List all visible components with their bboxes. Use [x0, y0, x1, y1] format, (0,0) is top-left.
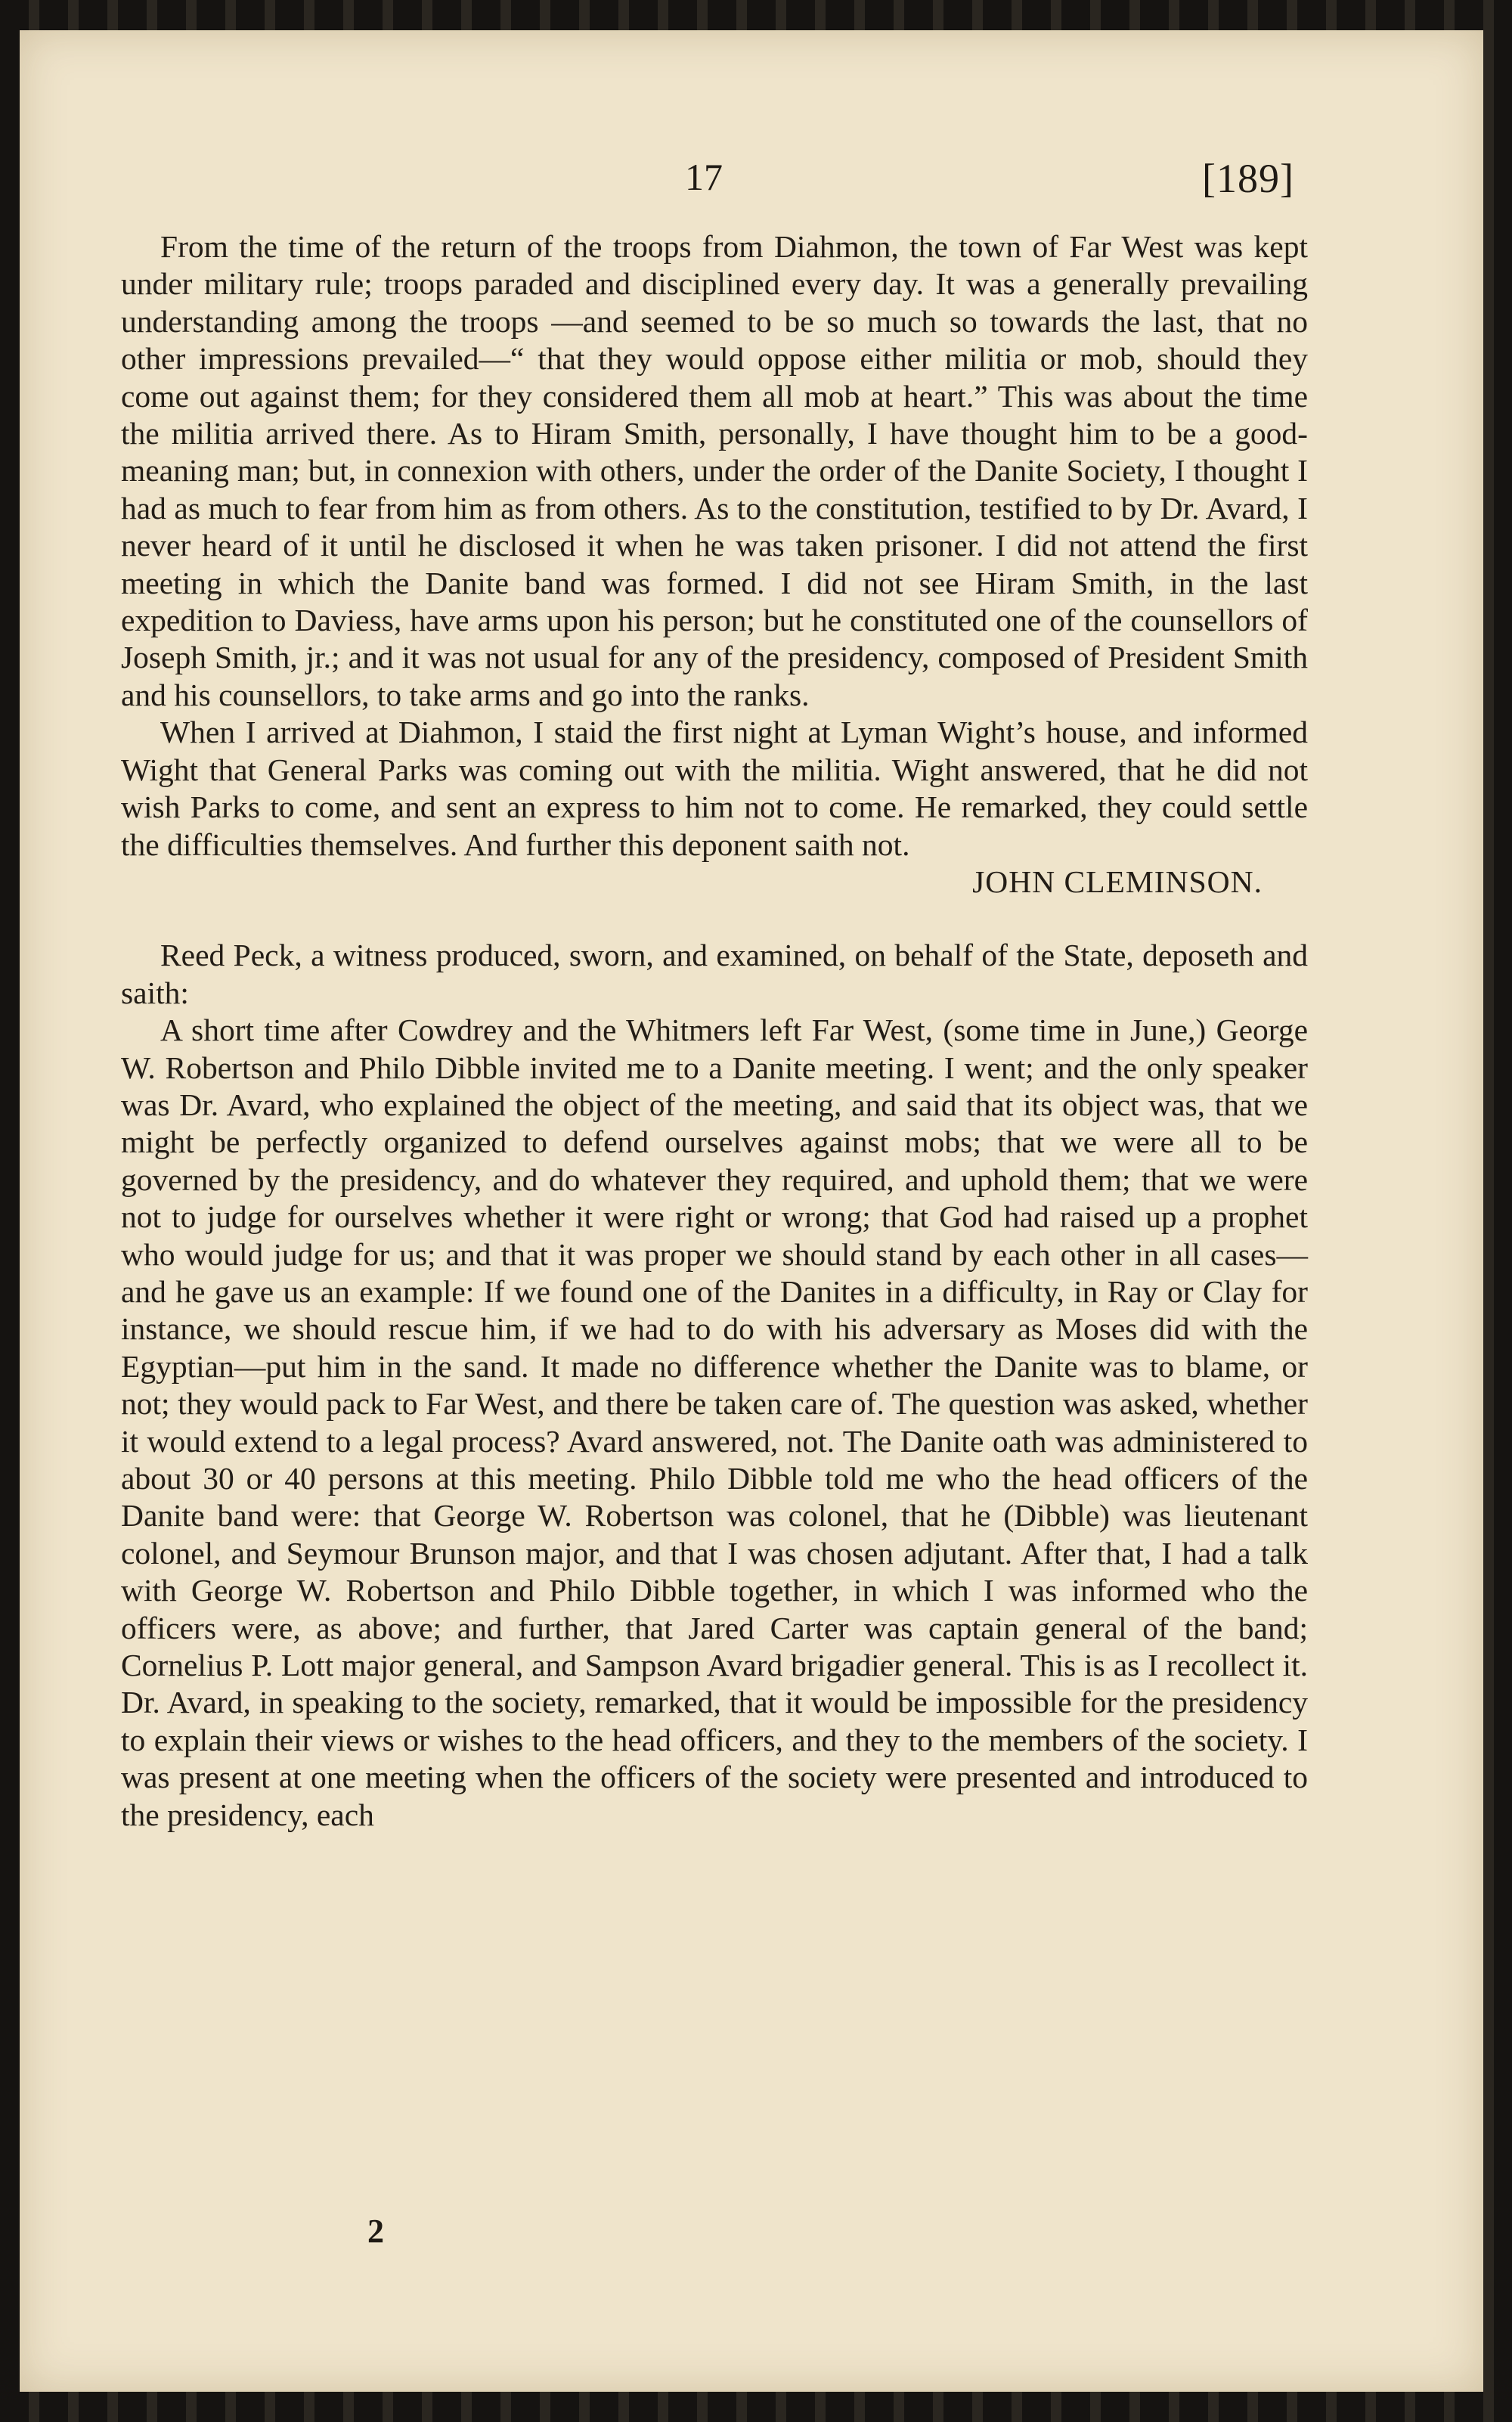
paragraph-1: From the time of the return of the troops from Diahmon, the town of Far West was kept under military rule; troops paraded and disciplined every day. It was a generally prevailing understanding among the troops —and seemed to be so much so towards the last, that no other impressions prevailed—“ that they would oppose either militia or mob, should they come out against them; for they considered them all mob at heart.” This was about the time the militia arrived there. As to Hiram Smith, personally, I have thought him to be a good-meaning man; but, in connexion with others, under the order of the Danite Society, I thought I had as much to fear from him as from others. As to the constitution, testified to by Dr. Avard, I never heard of it until he disclosed it when he was taken prisoner. I did not attend the first meeting in which the Danite band was formed. I did not see Hiram Smith, in the last expedition to Daviess, have arms upon his person; but he constituted one of the counsellors of Joseph Smith, jr.; and it was not usual for any of the presidency, composed of President Smith and his counsellors, to take arms and go into the ranks.: [121, 229, 1308, 712]
page-folio: 17: [685, 156, 723, 198]
body-text: [121, 228, 1308, 1834]
printer-signature-mark: 2: [367, 2213, 384, 2250]
deponent-signature: JOHN CLEMINSON.: [972, 864, 1263, 899]
paragraph-2: When I arrived at Diahmon, I staid the first night at Lyman Wight’s house, and informed Wight that General Parks was coming out with the militia. Wight answered, that he did not wish Parks to come, and sent an express to him not to come. He remarked, they could settle the difficulties themselves. And further this deponent saith not.: [121, 715, 1308, 862]
paragraph-4: A short time after Cowdrey and the Whitmers left Far West, (some time in June,) George W. Robertson and Philo Dibble invited me to a Danite meeting. I went; and the only speaker was Dr. Avard, who explained the object of the meeting, and said that its object was, that we might be perfectly organized to defend ourselves against mobs; that we were all to be governed by the presidency, and do whatever they required, and uphold them; that we were not to judge for ourselves whether it were right or wrong; that God had raised up a prophet who would judge for us; and that it was proper we should stand by each other in all cases—and he gave us an example: If we found one of the Danites in a difficulty, in Ray or Clay for instance, we should rescue him, if we had to do with his adversary as Moses did with the Egyptian—put him in the sand. It made no difference whether the Danite was to blame, or not; they would pack to Far West, and there be taken care of. The question was asked, whether it would extend to a legal process? Avard answered, not. The Danite oath was administered to about 30 or 40 persons at this meeting. Philo Dibble told me who the head officers of the Danite band were: that George W. Robertson was colonel, that he (Dibble) was lieutenant colonel, and Seymour Brunson major, and that I was chosen adjutant. After that, I had a talk with George W. Robertson and Philo Dibble together, in which I was informed who the officers were, as above; and further, that Jared Carter was captain general of the band; Cornelius P. Lott major general, and Sampson Avard brigadier general. This is as I recollect it. Dr. Avard, in speaking to the society, remarked, that it would be impossible for the presidency to explain their views or wishes to the head officers, and they to the members of the society. I was present at one meeting when the officers of the society were presented and introduced to the presidency, each: [121, 1013, 1308, 1832]
page-header: [20, 155, 1483, 216]
paragraph-3: Reed Peck, a witness produced, sworn, and examined, on behalf of the State, deposeth and saith:: [121, 938, 1308, 1010]
document-page: [20, 30, 1483, 2392]
section-gap: [121, 901, 1308, 937]
document-number: [189]: [1202, 156, 1294, 201]
